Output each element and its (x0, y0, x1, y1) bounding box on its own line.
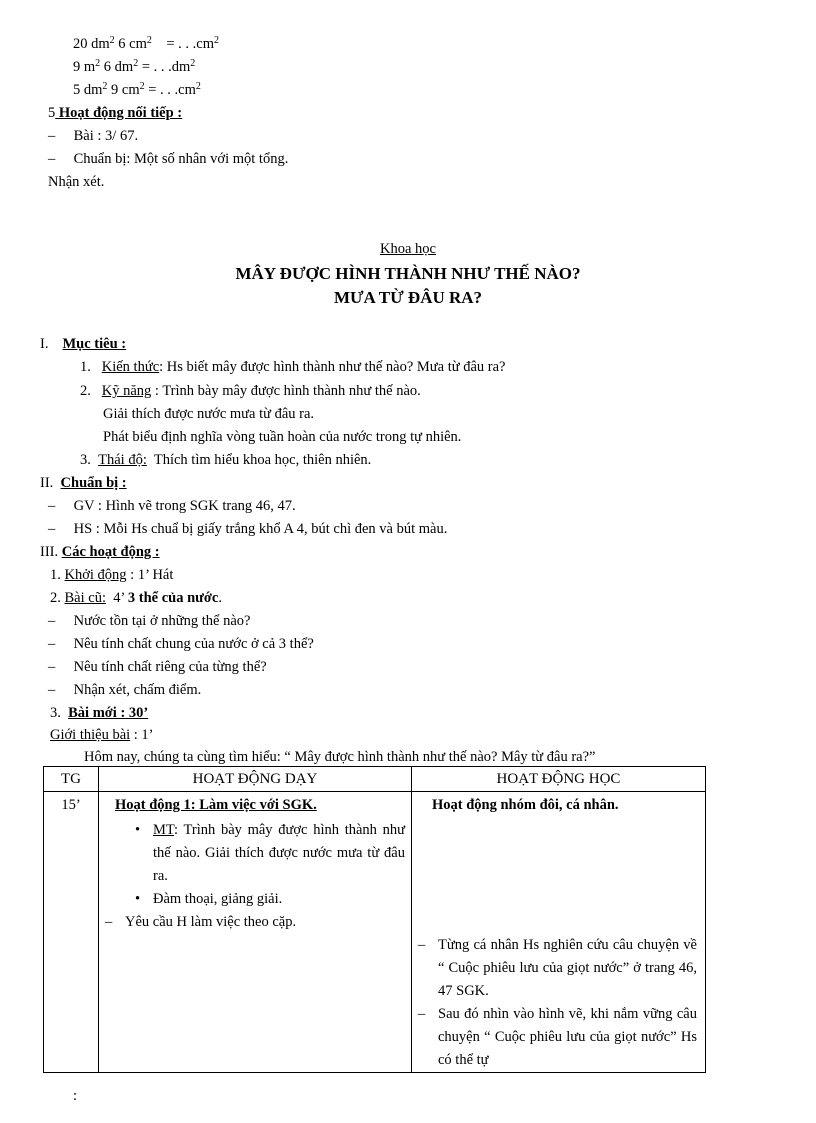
row-time-value: 15’ (61, 797, 81, 813)
learning-item-2: – Sau đó nhìn vào hình vẽ, khi nắm vững câu chuyện “ Cuộc phiêu lưu của giọt nước” Hs có thể tự (418, 1006, 697, 1068)
objective-skills-line-2: Giải thích được nước mưa từ đâu ra. (103, 406, 315, 422)
table-row (44, 792, 706, 1073)
activity-table (43, 766, 706, 1073)
lesson-subject: Khoa học (380, 241, 436, 257)
objectives-heading: I. Mục tiêu : (40, 336, 127, 352)
exercise-line-1: 20 $dm^2$ 6 $cm^2$ = . . $.cm^2$ (73, 35, 220, 52)
activity-warmup: 1. Khởi động : 1’ Hát (50, 567, 174, 583)
preparation-heading: II. Chuẩn bị : (40, 475, 127, 491)
table-header-row (44, 767, 706, 792)
teaching-objective: • MT: Trình bày mây được hình thành như thế nào. Giải thích được nước mưa từ đâu ra. (135, 822, 405, 884)
review-question-2: – Nêu tính chất chung của nước ở cả 3 thể? (48, 636, 314, 652)
exercise-line-2: 9 $m^2$ 6 $dm^2$ = . . $.dm^2$ (73, 58, 196, 75)
exercise-line-3: 5 $dm^2$ 9 $cm^2$ = . . $.cm^2$ (73, 81, 201, 98)
review-question-1: – Nước tồn tại ở những thể nào? (48, 613, 251, 629)
header-teaching: HOẠT ĐỘNG DẠY (99, 767, 412, 792)
footer-mark: : (73, 1088, 78, 1104)
preparation-hs: – HS : Mỗi Hs chuẩ bị giấy trắng khổ A 4, bút chì đen và bút màu. (48, 521, 448, 537)
continuation-item-2: – Chuẩn bị: Một số nhân với một tổng. (48, 151, 289, 167)
continuation-heading: 5 Hoạt động nối tiếp : (48, 105, 183, 121)
lesson-title-line-2: MƯA TỪ ĐÂU RA? (333, 288, 483, 307)
row-time (44, 792, 99, 1073)
activity-new-lesson: 3. Bài mới : 30’ (50, 705, 149, 721)
review-question-4: – Nhận xét, chấm điểm. (48, 682, 202, 698)
header-learning: HOẠT ĐỘNG HỌC (412, 767, 706, 792)
objective-skills: 2. Kỹ năng : Trình bày mây được hình thành như thế nào. (80, 383, 421, 399)
continuation-item-1: – Bài : 3/ 67. (48, 128, 139, 144)
objective-attitude: 3. Thái độ: Thích tìm hiểu khoa học, thiên nhiên. (80, 452, 372, 468)
intro-label: Giới thiệu bài : 1’ (50, 727, 154, 743)
learning-cell (412, 792, 706, 1073)
header-tg: TG (44, 767, 99, 792)
continuation-remark: Nhận xét. (48, 174, 105, 190)
teaching-title: Hoạt động 1: Làm việc với SGK. (115, 797, 317, 813)
review-question-3: – Nêu tính chất riêng của từng thể? (48, 659, 267, 675)
intro-text: Hôm nay, chúng ta cùng tìm hiểu: “ Mây được hình thành như thế nào? Mây từ đâu ra?” (84, 749, 596, 765)
activity-review: 2. Bài cũ: 4’ 3 thể của nước. (50, 590, 222, 606)
learning-title: Hoạt động nhóm đôi, cá nhân. (432, 797, 619, 813)
lesson-title-line-1: MÂY ĐƯỢC HÌNH THÀNH NHƯ THẾ NÀO? (235, 264, 581, 283)
learning-item-1: – Từng cá nhân Hs nghiên cứu câu chuyện về “ Cuộc phiêu lưu của giọt nước” ở trang 46, 47 SGK. (418, 937, 697, 999)
objective-knowledge: 1. Kiến thức: Hs biết mây được hình thành như thế nào? Mưa từ đâu ra? (80, 359, 506, 375)
teaching-cell (99, 792, 412, 1073)
preparation-gv: – GV : Hình vẽ trong SGK trang 46, 47. (48, 498, 296, 514)
teaching-request: – Yêu cầu H làm việc theo cặp. (105, 914, 297, 930)
teaching-method: • Đàm thoại, giảng giải. (135, 891, 283, 907)
objective-skills-line-3: Phát biểu định nghĩa vòng tuần hoàn của nước trong tự nhiên. (103, 429, 462, 445)
activities-heading: III. Các hoạt động : (40, 544, 160, 560)
